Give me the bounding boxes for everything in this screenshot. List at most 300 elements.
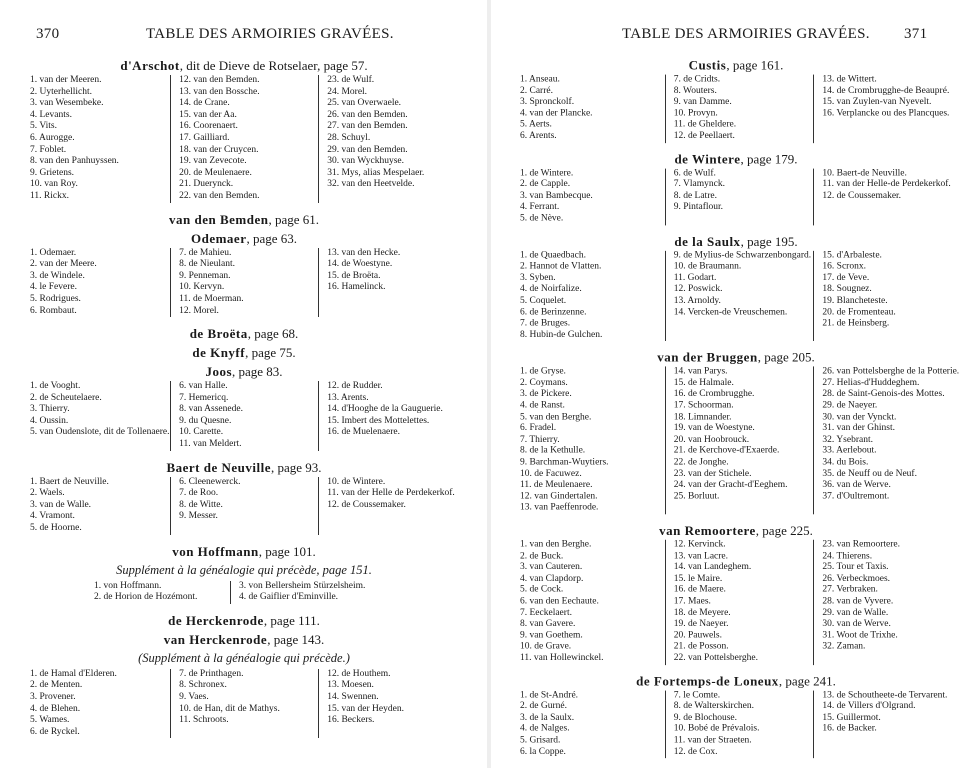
- family-name: de la Saulx: [674, 233, 741, 249]
- armorial-entry: 20. de Meulenaere.: [179, 167, 252, 178]
- armorial-entry: 10. de Braumann.: [673, 261, 742, 272]
- armorial-entry: 34. du Bois.: [822, 457, 869, 468]
- armorial-entry: 13. van den Hecke.: [327, 247, 401, 258]
- armorial-entry: 11. de Meulenaere.: [520, 480, 593, 491]
- armorial-entry: 16. Hamelinck.: [327, 282, 386, 293]
- supplement-note: (Supplément à la généalogie qui précède.): [138, 650, 350, 665]
- page-reference: , page 143.: [267, 631, 325, 647]
- entries-column: [170, 248, 318, 318]
- armorial-entry: 4. van der Plancke.: [520, 108, 593, 119]
- armorial-entry: 3. Spronckolf.: [520, 97, 575, 108]
- armorial-entry: 14. Swennen.: [327, 692, 379, 702]
- armorial-entry: 10. Kervyn.: [179, 282, 225, 293]
- family-name: de Fortemps-de Loneux: [636, 673, 779, 689]
- armorial-entry: 7. de Roo.: [179, 488, 219, 499]
- armorial-entry: 3. von Bellersheim Stürzelsheim.: [239, 580, 366, 591]
- entries-column: [516, 168, 665, 225]
- armorial-entry: 2. de Scheutelaere.: [30, 392, 102, 403]
- armorial-entry: 8. van Gavere.: [520, 619, 576, 630]
- entries-column: [26, 477, 170, 535]
- running-title: TABLE DES ARMOIRIES GRAVÉES.: [146, 26, 394, 42]
- armorial-entry: 32. Ysebrant.: [822, 434, 873, 445]
- section-spacer: [492, 341, 980, 347]
- family-name: Baert de Neuville: [166, 459, 271, 475]
- entries-column: [170, 75, 318, 203]
- entries-column: [230, 581, 400, 604]
- armorial-entry: 16. Verplancke ou des Plancques.: [822, 108, 950, 119]
- section-title: [0, 459, 488, 476]
- armorial-entry: 28. de Saint-Genois-des Mottes.: [822, 389, 945, 400]
- armorial-entry: 9. Barchman-Wuytiers.: [520, 457, 609, 468]
- armorial-entry: 10. Bobé de Prévalois.: [673, 724, 760, 734]
- armorial-entry: 2. Hannot de Vlatten.: [520, 261, 602, 272]
- armorial-entry: 8. Schronex.: [179, 680, 227, 691]
- armorial-entry: 2. van der Meere.: [30, 259, 97, 270]
- armorial-entry: 9. du Quesne.: [179, 415, 232, 426]
- section-title: [0, 230, 488, 247]
- page-reference: , page 63.: [246, 230, 298, 246]
- family-name: van Herckenrode: [163, 631, 268, 647]
- section-spacer: [492, 225, 980, 231]
- entries-grid: [0, 381, 488, 451]
- armorial-entry: 6. de Wulf.: [673, 168, 716, 178]
- entries-grid: [0, 581, 488, 604]
- armorial-entry: 2. de Gurné.: [520, 701, 567, 712]
- section-title: [0, 325, 488, 342]
- section-title: [492, 672, 980, 689]
- armorial-entry: 3. Syben.: [520, 273, 556, 283]
- section-title: [0, 211, 488, 228]
- section-spacer: [0, 535, 488, 541]
- armorial-entry: 16. Beckers.: [327, 715, 375, 726]
- armorial-entry: 5. Coquelet.: [520, 295, 567, 306]
- armorial-entry: 3. van Wesembeke.: [30, 98, 104, 109]
- page-number: 371: [904, 26, 928, 42]
- family-name: Custis: [688, 57, 727, 73]
- family-name: de Wintere: [674, 151, 741, 167]
- entries-column: [318, 669, 488, 739]
- entries-grid: [0, 248, 488, 318]
- armorial-entry: 5. van den Berghe.: [520, 412, 592, 422]
- entries-column: [516, 367, 665, 515]
- armorial-entry: 1. von Hoffmann.: [94, 580, 162, 591]
- armorial-entry: 5. de Cock.: [520, 585, 564, 595]
- armorial-entry: 32. van den Heetvelde.: [327, 179, 415, 190]
- entries-column: [813, 75, 980, 143]
- entries-grid: [492, 75, 980, 143]
- armorial-entry: 15. de Halmale.: [673, 378, 734, 388]
- armorial-entry: 35. de Neuff ou de Neuf.: [822, 468, 917, 479]
- armorial-entry: 2. de Buck.: [520, 551, 564, 561]
- entries-grid: [492, 367, 980, 515]
- armorial-entry: 22. de Jonghe.: [673, 457, 729, 468]
- armorial-entry: 28. Schuyl.: [327, 132, 371, 143]
- page-reference: , page 195.: [740, 233, 798, 249]
- armorial-entry: 7. de Printhagen.: [179, 668, 244, 679]
- armorial-entry: 4. de Ranst.: [520, 400, 565, 411]
- section-spacer: [492, 665, 980, 671]
- entries-column: [170, 477, 318, 535]
- left-page-header: [0, 26, 488, 46]
- armorial-entry: 26. van den Bemden.: [327, 109, 408, 120]
- armorial-entry: 16. de Backer.: [822, 724, 877, 734]
- armorial-entry: 5. Wames.: [30, 715, 70, 726]
- armorial-entry: 3. van de Walle.: [30, 499, 92, 510]
- entries-column: [813, 690, 980, 758]
- armorial-entry: 5. Grisard.: [520, 735, 561, 746]
- entries-column: [170, 381, 318, 451]
- armorial-entry: 18. de Meyere.: [673, 607, 731, 618]
- armorial-entry: 28. van de Vyvere.: [822, 596, 894, 607]
- armorial-entry: 16. Coorenaert.: [179, 121, 238, 132]
- family-name: van den Bemden: [168, 211, 269, 227]
- armorial-entry: 15. van Zuylen-van Nyevelt.: [822, 97, 932, 108]
- armorial-entry: 2. Coymans.: [520, 378, 568, 388]
- armorial-entry: 23. de Wulf.: [327, 75, 375, 85]
- armorial-entry: 7. de Bruges.: [520, 318, 571, 329]
- armorial-entry: 11. van Hollewinckel.: [520, 653, 604, 664]
- page-number: 370: [36, 26, 60, 42]
- armorial-entry: 1. van den Berghe.: [520, 539, 592, 550]
- armorial-entry: 2. Carré.: [520, 85, 553, 96]
- armorial-entry: 15. van der Heyden.: [327, 703, 404, 714]
- armorial-entry: 16. Scronx.: [822, 261, 866, 272]
- page-reference: , page 101.: [258, 543, 316, 559]
- armorial-entry: 1. de Wintere.: [520, 168, 574, 178]
- armorial-entry: 7. de Mahieu.: [179, 247, 232, 258]
- armorial-entry: 8. de Walterskirchen.: [673, 701, 754, 712]
- armorial-entry: 3. van Bambecque.: [520, 190, 593, 201]
- section-spacer: [492, 514, 980, 520]
- entries-column: [26, 381, 170, 451]
- armorial-entry: 17. Schoorman.: [673, 400, 734, 411]
- entries-column: [516, 250, 665, 341]
- armorial-entry: 7. le Comte.: [673, 690, 721, 700]
- page-reference: , page 68.: [247, 326, 299, 342]
- entries-grid: [0, 669, 488, 739]
- armorial-entry: 9. de Mylius-de Schwarzenbongard.: [673, 250, 812, 261]
- entries-column: [26, 75, 170, 203]
- left-page: [0, 0, 488, 768]
- armorial-entry: 12. de Houthem.: [327, 668, 391, 679]
- entries-grid: [0, 75, 488, 203]
- armorial-entry: 8. van den Panhuyssen.: [30, 156, 119, 167]
- page-reference: , page 241.: [778, 673, 836, 689]
- armorial-entry: 13. Moesen.: [327, 680, 374, 691]
- armorial-entry: 33. Aerlebout.: [822, 446, 877, 456]
- armorial-entry: 11. de Gheldere.: [673, 120, 737, 130]
- armorial-entry: 5. Vits.: [30, 121, 57, 132]
- supplement-note: Supplément à la généalogie qui précède, page 151.: [116, 562, 372, 577]
- family-name: van Remoortere: [659, 523, 756, 538]
- armorial-entry: 8. Wouters.: [673, 85, 717, 96]
- armorial-entry: 3. Provener.: [30, 692, 76, 702]
- section-title: [492, 151, 980, 168]
- entries-column: [665, 75, 814, 143]
- armorial-entry: 12. Kervinck.: [673, 539, 726, 550]
- entries-column: [26, 248, 170, 318]
- entries-column: [665, 250, 814, 341]
- armorial-entry: 31. van der Ghinst.: [822, 423, 895, 434]
- armorial-entry: 14. d'Hooghe de la Gauguerie.: [327, 404, 443, 415]
- armorial-entry: 30. van Wyckhuyse.: [327, 156, 405, 167]
- armorial-entry: 4. de Nalges.: [520, 724, 570, 734]
- entries-grid: [492, 540, 980, 665]
- armorial-entry: 9. van Goethem.: [520, 630, 583, 641]
- armorial-entry: 7. Eeckelaert.: [520, 607, 572, 618]
- armorial-entry: 37. d'Oultremont.: [822, 491, 890, 502]
- armorial-entry: 8. de Latre.: [673, 190, 717, 201]
- armorial-entry: 15. Guillermot.: [822, 712, 881, 723]
- armorial-entry: 2. de Horion de Hozémont.: [94, 592, 198, 603]
- armorial-entry: 15. van der Aa.: [179, 109, 237, 120]
- armorial-entry: 6. Cleenewerck.: [179, 476, 241, 487]
- armorial-entry: 9. Penneman.: [179, 270, 231, 281]
- armorial-entry: 7. Thierry.: [520, 434, 560, 445]
- entries-column: [26, 669, 170, 739]
- armorial-entry: 21. de Kerchove-d'Exaerde.: [673, 446, 780, 456]
- armorial-entry: 14. Vercken-de Vreuschemen.: [673, 307, 788, 317]
- armorial-entry: 25. Borluut.: [673, 491, 720, 502]
- entries-grid: [492, 690, 980, 758]
- armorial-entry: 15. Imbert des Mottelettes.: [327, 415, 430, 426]
- armorial-entry: 11. Rickx.: [30, 190, 69, 201]
- armorial-entry: 6. de Berinzenne.: [520, 307, 587, 317]
- armorial-entry: 3. de la Saulx.: [520, 712, 575, 723]
- armorial-entry: 27. Helias-d'Huddeghem.: [822, 378, 920, 388]
- family-name: de Herckenrode: [168, 612, 264, 628]
- page-reference: , dit de Dieve de Rotselaer, page 57.: [179, 58, 368, 73]
- armorial-entry: 18. Sougnez.: [822, 284, 872, 295]
- armorial-entry: 24. van der Gracht-d'Eeghem.: [673, 480, 788, 491]
- entries-column: [665, 690, 814, 758]
- right-page-content: [492, 55, 980, 764]
- armorial-entry: 25. Tour et Taxis.: [822, 562, 889, 573]
- entries-column: [516, 75, 665, 143]
- armorial-entry: 2. Waels.: [30, 488, 65, 499]
- armorial-entry: 14. de Crane.: [179, 98, 230, 109]
- armorial-entry: 6. Aurogge.: [30, 132, 75, 143]
- armorial-entry: 10. de Wintere.: [327, 476, 386, 487]
- armorial-entry: 18. Limnander.: [673, 412, 732, 422]
- entries-column: [318, 75, 488, 203]
- entries-column: [516, 690, 665, 758]
- armorial-entry: 11. van der Helle-de Perdekerkof.: [822, 179, 951, 190]
- armorial-entry: 6. de Ryckel.: [30, 726, 80, 737]
- page-reference: , page 179.: [740, 151, 798, 167]
- armorial-entry: 22. van den Bemden.: [179, 190, 260, 201]
- armorial-entry: 8. Hubin-de Gulchen.: [520, 329, 603, 340]
- armorial-entry: 1. de Quaedbach.: [520, 250, 586, 261]
- section-spacer: [0, 604, 488, 610]
- armorial-entry: 32. Zaman.: [822, 641, 866, 652]
- armorial-entry: 15. d'Arbaleste.: [822, 250, 882, 261]
- armorial-entry: 21. de Posson.: [673, 641, 729, 652]
- armorial-entry: 11. Godart.: [673, 273, 717, 283]
- armorial-entry: 12. Poswick.: [673, 284, 723, 295]
- section-spacer: [492, 758, 980, 764]
- armorial-entry: 11. van Meldert.: [179, 439, 242, 450]
- page-reference: , page 225.: [755, 523, 813, 538]
- armorial-entry: 8. de la Kethulle.: [520, 446, 586, 456]
- entries-column: [318, 248, 488, 318]
- armorial-entry: 10. Carette.: [179, 427, 224, 438]
- armorial-entry: 20. van Hoobrouck.: [673, 434, 750, 445]
- armorial-entry: 12. van den Bemden.: [179, 75, 260, 85]
- entries-column: [90, 581, 230, 604]
- armorial-entry: 27. Verbraken.: [822, 585, 878, 595]
- armorial-entry: 29. van den Bemden.: [327, 144, 408, 155]
- armorial-entry: 12. de Rudder.: [327, 381, 383, 392]
- section-spacer: [0, 203, 488, 209]
- section-title: [0, 344, 488, 361]
- armorial-entry: 26. Verbeckmoes.: [822, 573, 891, 584]
- armorial-entry: 13. van Paeffenrode.: [520, 502, 599, 513]
- armorial-entry: 14. de Woestyne.: [327, 259, 393, 270]
- running-title: TABLE DES ARMOIRIES GRAVÉES.: [622, 26, 870, 42]
- armorial-entry: 13. de Wittert.: [822, 74, 877, 85]
- armorial-entry: 16. de Maere.: [673, 585, 726, 595]
- armorial-entry: 11. van der Straeten.: [673, 735, 752, 746]
- armorial-entry: 9. Vaes.: [179, 692, 209, 702]
- armorial-entry: 29. de Naeyer.: [822, 400, 878, 411]
- section-spacer: [492, 143, 980, 149]
- right-page: [492, 0, 980, 768]
- armorial-entry: 20. Pauwels.: [673, 630, 722, 641]
- armorial-entry: 18. van der Cruycen.: [179, 144, 259, 155]
- armorial-entry: 15. le Maire.: [673, 573, 723, 584]
- armorial-entry: 6. Arents.: [520, 131, 557, 142]
- armorial-entry: 9. Pintaflour.: [673, 202, 724, 213]
- family-name: de Broëta: [189, 326, 248, 342]
- armorial-entry: 11. de Moerman.: [179, 293, 244, 304]
- page-reference: , page 111.: [263, 612, 320, 628]
- armorial-entry: 1. van der Meeren.: [30, 75, 102, 85]
- armorial-entry: 12. de Peellaert.: [673, 131, 735, 142]
- armorial-entry: 7. Foblet.: [30, 144, 67, 155]
- section-title: [492, 522, 980, 539]
- section-title: [0, 363, 488, 380]
- family-name: van der Bruggen: [657, 350, 758, 365]
- section-spacer: [0, 451, 488, 457]
- armorial-entry: 13. de Schoutheete-de Tervarent.: [822, 690, 948, 700]
- page-reference: , page 83.: [232, 364, 283, 380]
- armorial-entry: 3. de Windele.: [30, 270, 85, 281]
- page-reference: , page 205.: [757, 350, 815, 365]
- section-spacer: [0, 738, 488, 744]
- entries-column: [665, 367, 814, 515]
- armorial-entry: 5. de Nève.: [520, 213, 564, 224]
- armorial-entry: 7. Hemericq.: [179, 392, 229, 403]
- armorial-entry: 23. van Remoortere.: [822, 539, 900, 550]
- family-name: d'Arschot: [120, 58, 180, 73]
- armorial-entry: 4. Levants.: [30, 109, 72, 120]
- armorial-entry: 31. Mys, alias Mespelaer.: [327, 167, 425, 178]
- armorial-entry: 21. de Heinsberg.: [822, 318, 890, 329]
- family-name: Joos: [205, 364, 232, 380]
- armorial-entry: 14. van Landeghem.: [673, 562, 752, 573]
- armorial-entry: 9. de Blochouse.: [673, 712, 738, 723]
- armorial-entry: 6. la Coppe.: [520, 746, 566, 757]
- armorial-entry: 30. van der Vynckt.: [822, 412, 897, 422]
- armorial-entry: 4. Oussin.: [30, 415, 69, 426]
- page-reference: , page 61.: [268, 211, 319, 227]
- armorial-entry: 4. le Fevere.: [30, 282, 77, 293]
- page-reference: , page 161.: [726, 57, 784, 73]
- armorial-entry: 14. van Parys.: [673, 366, 728, 377]
- armorial-entry: 19. van Zevecote.: [179, 156, 247, 167]
- armorial-entry: 1. Baert de Neuville.: [30, 476, 109, 487]
- section-title: [492, 57, 980, 74]
- armorial-entry: 3. Thierry.: [30, 404, 70, 415]
- armorial-entry: 13. Arents.: [327, 392, 369, 403]
- armorial-entry: 10. de Facuwez.: [520, 468, 582, 479]
- armorial-entry: 5. de Hoorne.: [30, 523, 82, 534]
- entries-column: [665, 168, 814, 225]
- armorial-entry: 12. Morel.: [179, 305, 219, 316]
- armorial-entry: 7. de Cridts.: [673, 74, 721, 85]
- right-page-header: [492, 26, 980, 46]
- section-title: [492, 233, 980, 250]
- armorial-entry: 6. Fradel.: [520, 423, 557, 434]
- armorial-entry: 10. Baert-de Neuville.: [822, 168, 907, 178]
- armorial-entry: 5. van Oudenslote, dit de Tollenaere.: [30, 427, 170, 438]
- left-page-content: [0, 55, 488, 744]
- page-reference: , page 93.: [271, 459, 322, 475]
- entries-column: [813, 168, 980, 225]
- armorial-entry: 4. de Gaiflier d'Eminville.: [239, 592, 339, 603]
- armorial-entry: 17. Maes.: [673, 596, 711, 607]
- armorial-entry: 19. van de Woestyne.: [673, 423, 755, 434]
- armorial-entry: 5. Rodrigues.: [30, 293, 81, 304]
- armorial-entry: 17. de Veve.: [822, 273, 870, 283]
- armorial-entry: 6. van Halle.: [179, 381, 228, 392]
- armorial-entry: 23. van der Stichele.: [673, 468, 752, 479]
- armorial-entry: 1. de Vooght.: [30, 381, 81, 392]
- armorial-entry: 13. Arnoldy.: [673, 295, 721, 306]
- entries-column: [665, 540, 814, 665]
- armorial-entry: 6. van den Eechaute.: [520, 596, 599, 607]
- armorial-entry: 24. Thierens.: [822, 551, 873, 561]
- armorial-entry: 10. de Han, dit de Mathys.: [179, 703, 280, 714]
- armorial-entry: 4. Vramont.: [30, 511, 75, 522]
- armorial-entry: 21. Duerynck.: [179, 179, 234, 190]
- armorial-entry: 27. van den Bemden.: [327, 121, 408, 132]
- armorial-entry: 1. de Hamal d'Elderen.: [30, 668, 117, 679]
- armorial-entry: 8. de Nieulant.: [179, 259, 236, 270]
- armorial-entry: 31. Woot de Trixhe.: [822, 630, 898, 641]
- armorial-entry: 11. Schroots.: [179, 715, 229, 726]
- armorial-entry: 14. de Crombrugghe-de Beaupré.: [822, 85, 950, 96]
- armorial-entry: 4. van Clapdorp.: [520, 573, 584, 584]
- armorial-entry: 26. van Pottelsberghe de la Potterie.: [822, 366, 960, 377]
- armorial-entry: 2. de Menten.: [30, 680, 83, 691]
- armorial-entry: 1. Anseau.: [520, 74, 560, 85]
- armorial-entry: 2. Uyterhellicht.: [30, 86, 92, 97]
- armorial-entry: 15. de Broëta.: [327, 270, 381, 281]
- entries-column: [813, 367, 980, 515]
- armorial-entry: 17. Gailliard.: [179, 132, 230, 143]
- family-name: Odemaer: [190, 230, 247, 246]
- entries-column: [318, 477, 488, 535]
- armorial-entry: 3. de Pickere.: [520, 389, 572, 400]
- entries-column: [170, 669, 318, 739]
- armorial-entry: 12. de Coussemaker.: [822, 190, 902, 201]
- armorial-entry: 12. de Cox.: [673, 746, 718, 757]
- entries-column: [318, 381, 488, 451]
- family-name: von Hoffmann: [172, 543, 259, 559]
- armorial-entry: 10. de Grave.: [520, 641, 572, 652]
